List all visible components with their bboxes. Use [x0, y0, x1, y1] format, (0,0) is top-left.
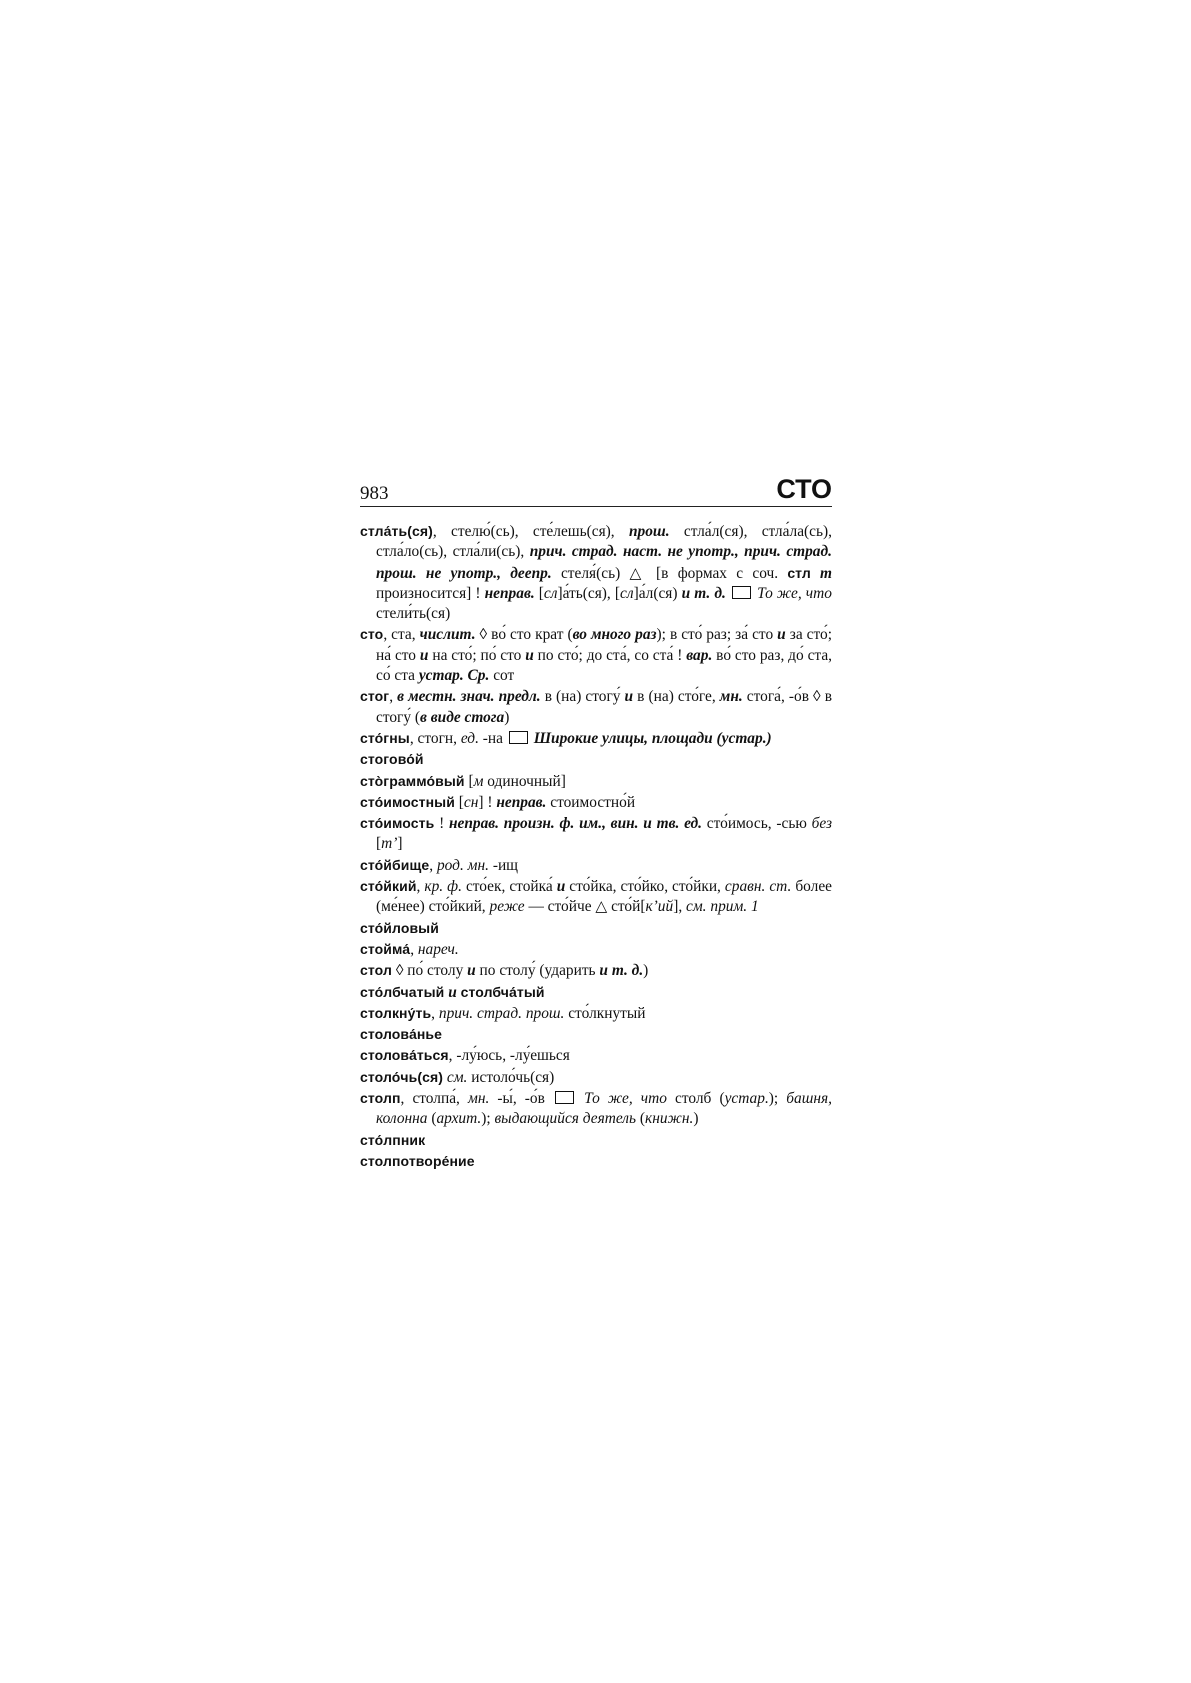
entry-stol: стол ◊ по́ столу и по столу́ (ударить и т. д.) [360, 962, 649, 980]
entry-stoimost: сто́имость ! неправ. произн. ф. им., вин. и тв. ед. сто́имось, -сью без [тʼ] [360, 815, 832, 853]
entry-stog: стог, в местн. знач. предл. в (на) стогу́ и в (на) сто́ге, мн. стога́, -о́в ◊ в стогу́ (в виде стога) [360, 688, 832, 726]
entry-stogrammovy: сто̀граммо́вый [м одиночный] [360, 772, 566, 790]
entry-stolp: столп, столпа́, мн. -ы́, -о́в То же, что столб (устар.); башня, колонна (архит.); выдающийся деятель (книжн.) [360, 1090, 832, 1128]
definition-box-icon [732, 586, 751, 599]
definition-box-icon [509, 731, 528, 744]
entry-stoyma: стойма́, нареч. [360, 940, 459, 958]
entry-stlat: стла́ть(ся), стелю́(сь), сте́лешь(ся), прош. стла́л(ся), стла́ла(сь), стла́ло(сь), стла́ли(сь), прич. страд. наст. не употр., прич. страд. прош. не употр., деепр. стеля́(сь) △ [в формах с соч. стл т произносится] ! неправ. [сл]а́ть(ся), [сл]а́л(ся) и т. д. То же, что стели́ть(ся) [360, 523, 833, 623]
entry-stolbchaty: сто́лбчатый и столбча́тый [360, 983, 545, 1001]
entry-stolknut: столкну́ть, прич. страд. прош. сто́лкнутый [360, 1004, 646, 1022]
entry-stoykiy: сто́йкий, кр. ф. сто́ек, стойка́ и сто́йка, сто́йко, сто́йки, сравн. ст. более (ме́нее) сто́йкий, реже — сто́йче △ сто́й[кʼий], см. прим. 1 [360, 878, 832, 916]
entry-stolovatsya: столова́ться, -лу́юсь, -лу́ешься [360, 1047, 570, 1065]
entry-stolpotvorenie: столпотворе́ние [360, 1152, 475, 1169]
dictionary-page [360, 476, 832, 1172]
entry-stoylovy: сто́йловый [360, 919, 439, 936]
entry-stoimostny: сто́имостный [сн] ! неправ. стоимостно́й [360, 793, 636, 811]
entry-stoybische: сто́йбище, род. мн. -ищ [360, 856, 519, 874]
page-number: 983 [360, 483, 389, 504]
entry-sto: сто, ста, числит. ◊ во́ сто крат (во много раз); в сто́ раз; за́ сто и за сто́; на́ сто и на сто́; по́ сто и по сто́; до ста́, со ста́ ! вар. во́ сто раз, до́ ста, со́ ста устар. Ср. сот [360, 626, 833, 685]
entry-stolpnik: сто́лпник [360, 1131, 426, 1148]
entry-list [360, 521, 832, 1172]
entry-stolovanye: столова́нье [360, 1026, 442, 1043]
entry-stogny: сто́гны, стогн, ед. -на Широкие улицы, площади (устар.) [360, 729, 772, 747]
definition-box-icon [555, 1091, 574, 1104]
page-header [360, 476, 832, 507]
entry-stogovoy: стогово́й [360, 751, 424, 768]
running-head: СТО [776, 474, 832, 504]
entry-stoloch: столо́чь(ся) см. истоло́чь(ся) [360, 1068, 555, 1086]
